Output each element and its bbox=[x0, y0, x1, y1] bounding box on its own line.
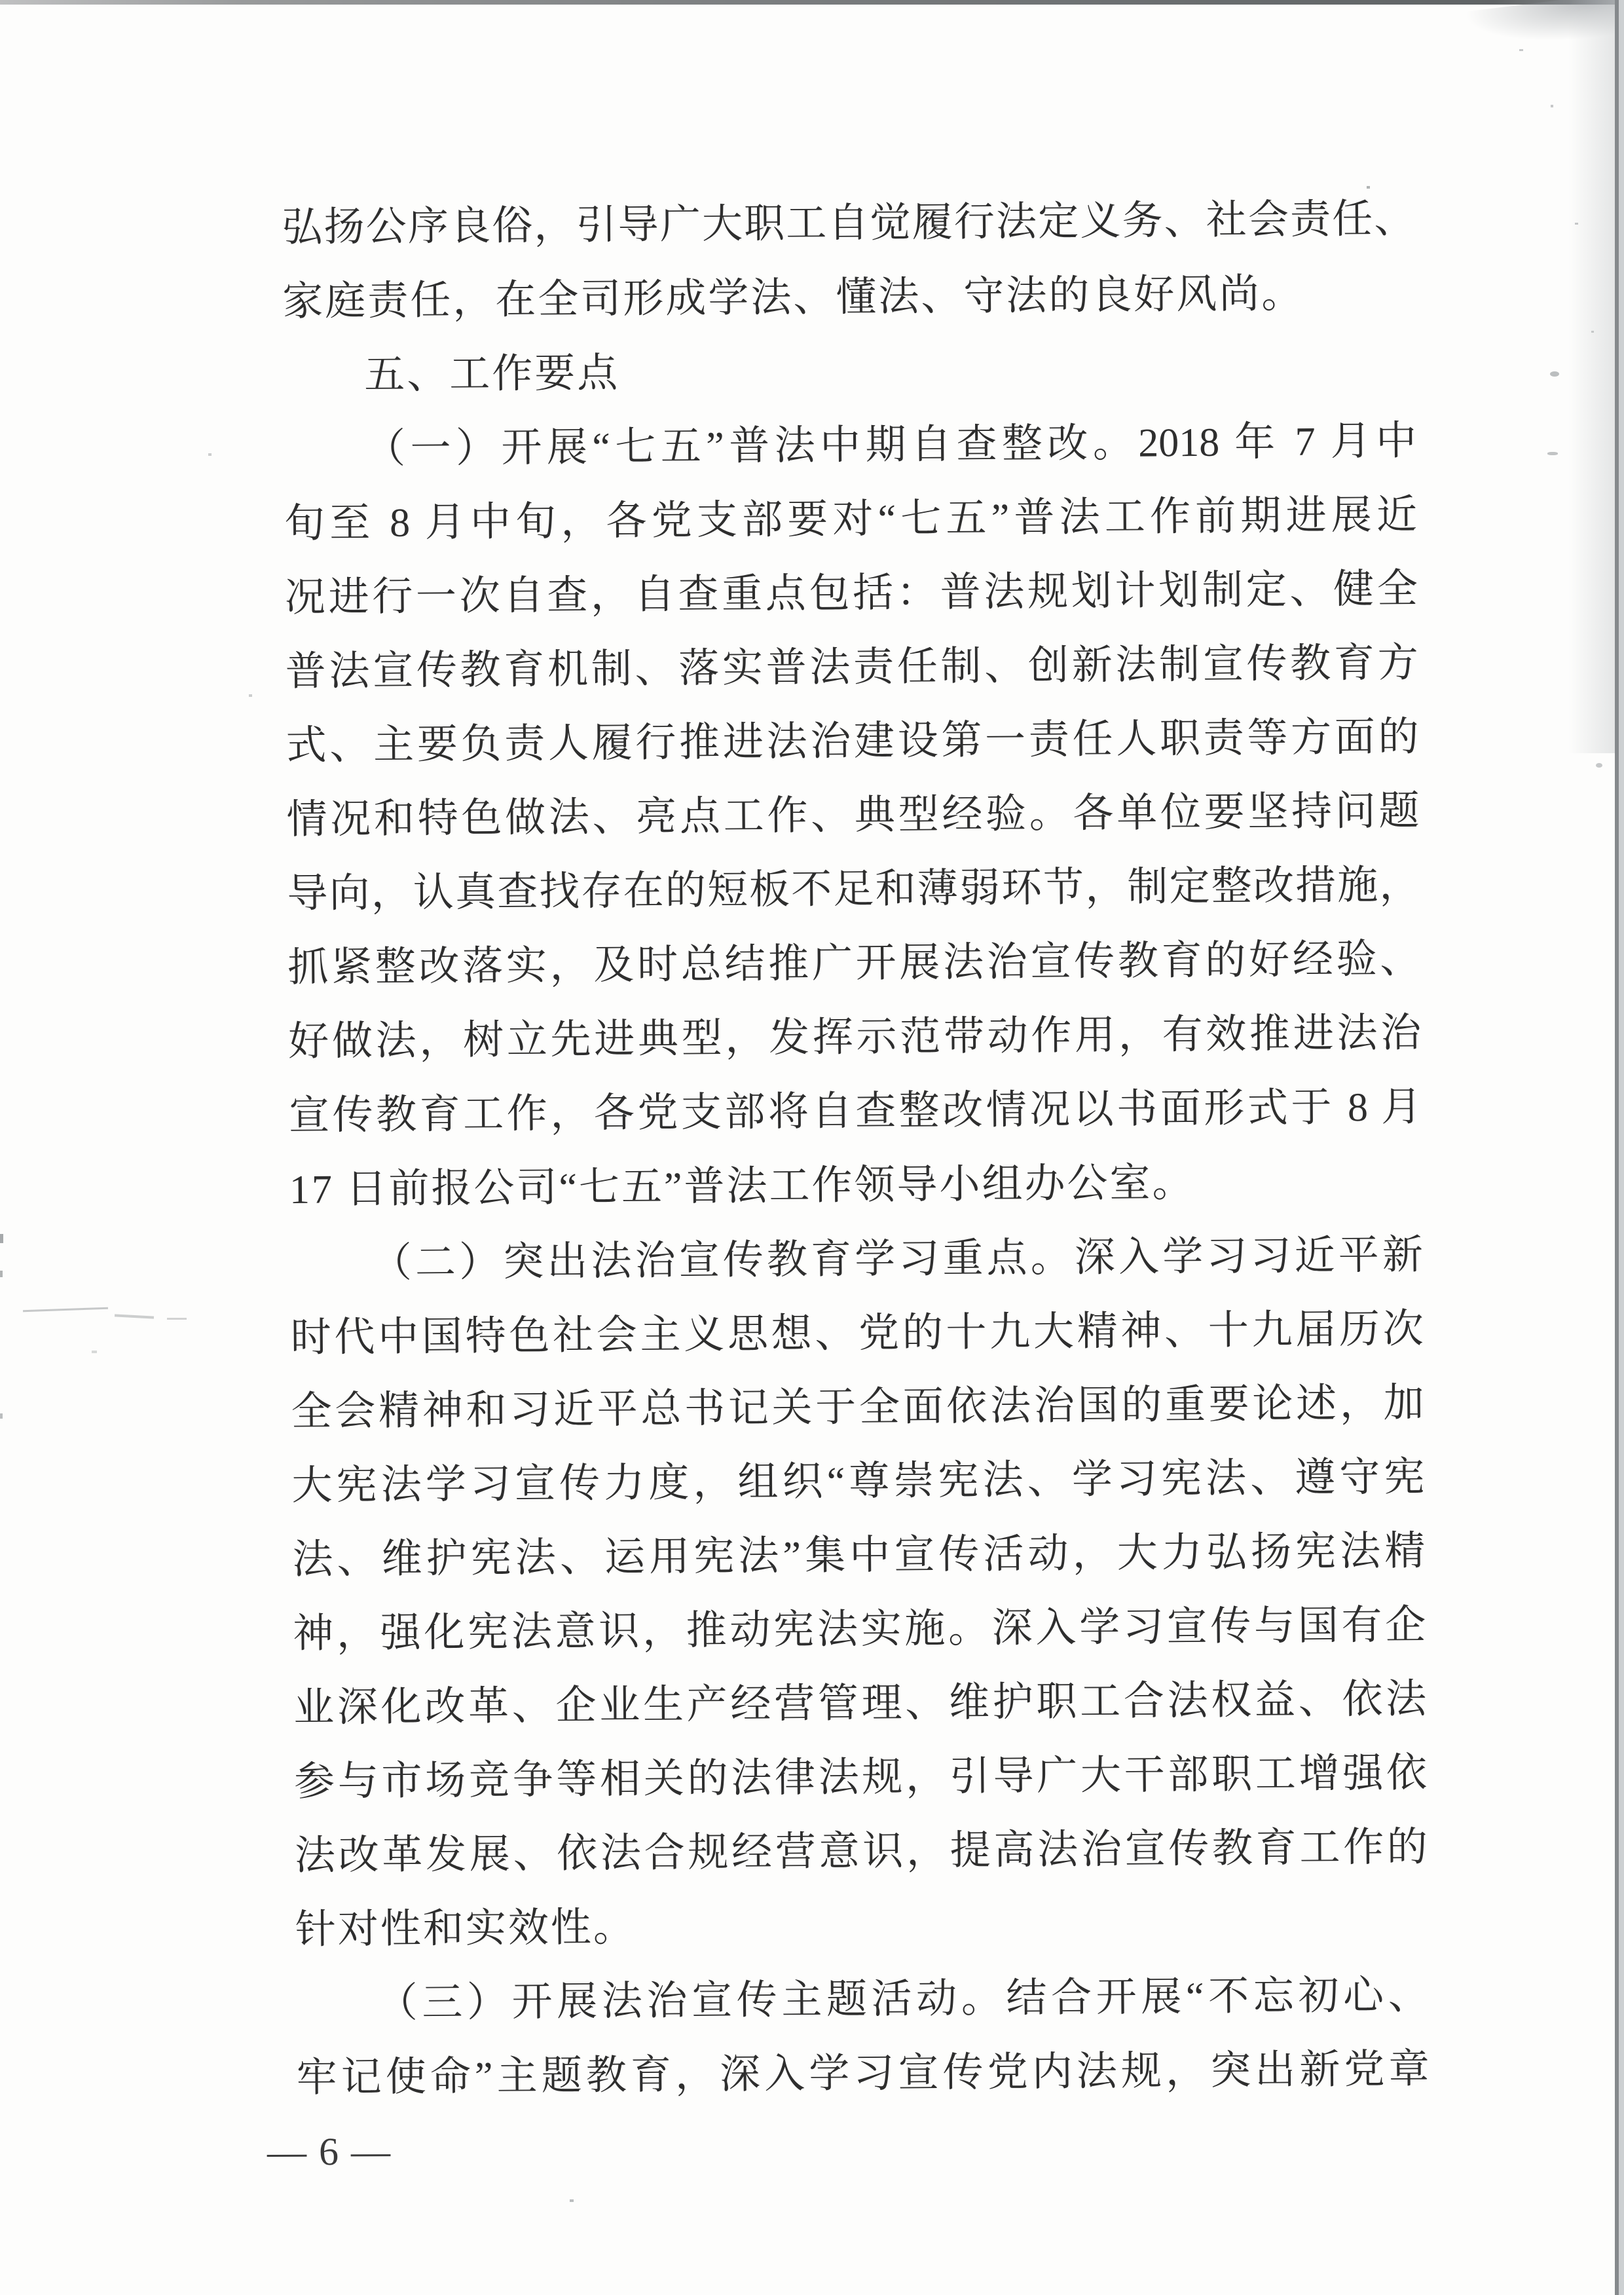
body-line: 法、维护宪法、运用宪法”集中宣传活动，大力弘扬宪法精 bbox=[292, 1529, 1426, 1582]
body-line: 参与市场竞争等相关的法律法规，引导广大干部职工增强依 bbox=[293, 1751, 1428, 1804]
scan-artifact bbox=[208, 453, 212, 456]
document-body bbox=[282, 182, 1430, 2115]
paragraph-start: （二）突出法治宣传教育学习重点。深入学习习近平新 bbox=[371, 1233, 1424, 1286]
scan-artifact bbox=[1551, 105, 1553, 107]
body-line: 好做法，树立先进典型，发挥示范带动作用，有效推进法治 bbox=[287, 1011, 1422, 1064]
body-line: 况进行一次自查，自查重点包括：普法规划计划制定、健全 bbox=[284, 567, 1418, 620]
body-line: 全会精神和习近平总书记关于全面依法治国的重要论述，加 bbox=[291, 1381, 1424, 1434]
body-line: 牢记使命”主题教育，深入学习宣传党内法规，突出新党章 bbox=[296, 2047, 1430, 2100]
scan-artifact bbox=[570, 2199, 574, 2202]
scan-edge-top bbox=[0, 0, 1624, 5]
scan-artifact bbox=[115, 1314, 154, 1318]
body-line: 时代中国特色社会主义思想、党的十九大精神、十九届历次 bbox=[290, 1307, 1424, 1360]
body-line: 普法宣传教育机制、落实普法责任制、创新法制宣传教育方 bbox=[285, 641, 1418, 694]
scan-artifact bbox=[0, 1413, 3, 1419]
paragraph-start: （一）开展“七五”普法中期自查整改。2018 年 7 月中 bbox=[364, 419, 1417, 472]
scan-artifact bbox=[23, 1307, 108, 1313]
scan-artifact bbox=[1575, 223, 1578, 225]
scan-artifact bbox=[1547, 452, 1558, 455]
body-line: 法改革发展、依法合规经营意识，提高法治宣传教育工作的 bbox=[294, 1825, 1428, 1878]
scan-artifact bbox=[1519, 49, 1523, 51]
body-line: 神，强化宪法意识，推动宪法实施。深入学习宣传与国有企 bbox=[293, 1603, 1426, 1656]
scan-artifact bbox=[0, 1234, 3, 1243]
body-line: 弘扬公序良俗，引导广大职工自觉履行法定义务、社会责任、 bbox=[282, 196, 1415, 250]
scan-artifact bbox=[0, 1271, 3, 1277]
body-line: 情况和特色做法、亮点工作、典型经验。各单位要坚持问题 bbox=[286, 789, 1420, 842]
scan-edge-right-outer bbox=[1619, 0, 1624, 2295]
scan-artifact bbox=[167, 1318, 187, 1320]
body-line: 旬至 8 月中旬，各党支部要对“七五”普法工作前期进展近 bbox=[284, 493, 1418, 546]
scan-artifact bbox=[92, 1351, 97, 1353]
scan-artifact bbox=[249, 694, 252, 697]
body-line: 式、主要负责人履行推进法治建设第一责任人职责等方面的 bbox=[286, 715, 1419, 768]
page-number: — 6 — bbox=[267, 2129, 392, 2174]
scan-artifact bbox=[1591, 331, 1594, 333]
scan-artifact bbox=[1596, 763, 1602, 768]
paragraph-start: （三）开展法治宣传主题活动。结合开展“不忘初心、 bbox=[377, 1973, 1429, 2026]
scan-artifact bbox=[1550, 371, 1559, 377]
section-heading: 五、工作要点 bbox=[363, 350, 620, 398]
scan-shading-band bbox=[1568, 0, 1615, 753]
body-line: 抓紧整改落实，及时总结推广开展法治宣传教育的好经验、 bbox=[287, 937, 1421, 990]
body-line: 大宪法学习宣传力度，组织“尊崇宪法、学习宪法、遵守宪 bbox=[291, 1455, 1425, 1508]
body-line: 宣传教育工作，各党支部将自查整改情况以书面形式于 8 月 bbox=[288, 1085, 1422, 1138]
body-line: 家庭责任，在全司形成学法、懂法、守法的良好风尚。 bbox=[282, 271, 1304, 324]
body-line: 针对性和实效性。 bbox=[295, 1905, 637, 1952]
body-line: 业深化改革、企业生产经营管理、维护职工合法权益、依法 bbox=[293, 1677, 1427, 1730]
body-line: 导向，认真查找存在的短板不足和薄弱环节，制定整改措施， bbox=[287, 863, 1420, 916]
body-line: 17 日前报公司“七五”普法工作领导小组办公室。 bbox=[289, 1161, 1195, 1212]
